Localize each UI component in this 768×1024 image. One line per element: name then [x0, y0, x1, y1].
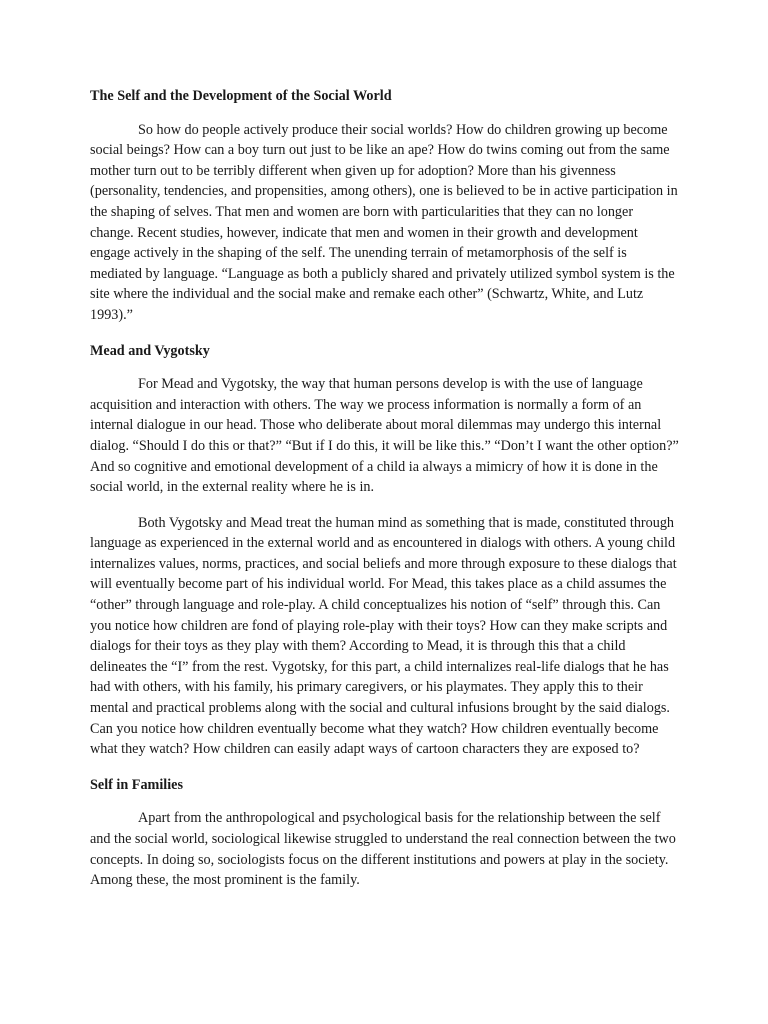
body-paragraph: For Mead and Vygotsky, the way that human persons develop is with the use of language acquisition and interaction with others. The way we process information is normally a form of an internal dialogue in our head. Those who deliberate about moral dilemmas may undergo this internal dialog. “Should I do this or that?” “But if I do this, it will be like this.” “Don’t I want the other option?” And so cognitive and emotional development of a child ia always a mimicry of how it is done in the social world, in the external reality where he is in. — [90, 376, 679, 496]
section-heading: Self in Families — [90, 776, 184, 793]
section-heading: The Self and the Development of the Social World — [90, 88, 392, 104]
document-page — [90, 86, 680, 906]
section-heading: Mead and Vygotsky — [90, 342, 210, 359]
body-paragraph: Apart from the anthropological and psychological basis for the relationship between the self and the social world, sociological likewise struggled to understand the real connection between the two concepts. In doing so, sociologists focus on the different institutions and powers at play in the society. Among these, the most prominent is the family. — [90, 810, 676, 889]
body-paragraph: So how do people actively produce their social worlds? How do children growing up become social beings? How can a boy turn out just to be like an ape? How do twins coming out from the same mother turn out to be terribly different when given up for adoption? More than his givenness (personality, tendencies, and propensities, among others), one is believed to be in active participation in the shaping of selves. That men and women are born with particularities that they can no longer change. Recent studies, however, indicate that men and women in their growth and development engage actively in the shaping of the self. The unending terrain of metamorphosis of the self is mediated by language. “Language as both a publicly shared and privately utilized symbol system is the site where the individual and the social make and remake each other” (Schwartz, White, and Lutz 1993).” — [90, 121, 678, 323]
section-self-development — [90, 86, 680, 326]
body-paragraph: Both Vygotsky and Mead treat the human mind as something that is made, constituted through language as experienced in the external world and as encountered in dialogs with others. A young child internalizes values, norms, practices, and social beliefs and more through exposure to these dialogs that will eventually become part of his individual world. For Mead, this takes place as a child assumes the “other” through language and role-play. A child conceptualizes his notion of “self” through this. Can you notice how children are fond of playing role-play with their toys? How can they make scripts and dialogs for their toys as they play with them? According to Mead, it is through this that a child delineates the “I” from the rest. Vygotsky, for this part, a child internalizes real-life dialogs that he has had with others, with his family, his primary caregivers, or his playmates. They apply this to their mental and practical problems along with the social and cultural infusions brought by the said dialogs. Can you notice how children eventually become what they watch? How children eventually become what they watch? How children can easily adapt ways of cartoon characters they are exposed to? — [90, 514, 677, 758]
section-self-in-families — [90, 775, 680, 891]
section-mead-vygotsky — [90, 341, 680, 760]
